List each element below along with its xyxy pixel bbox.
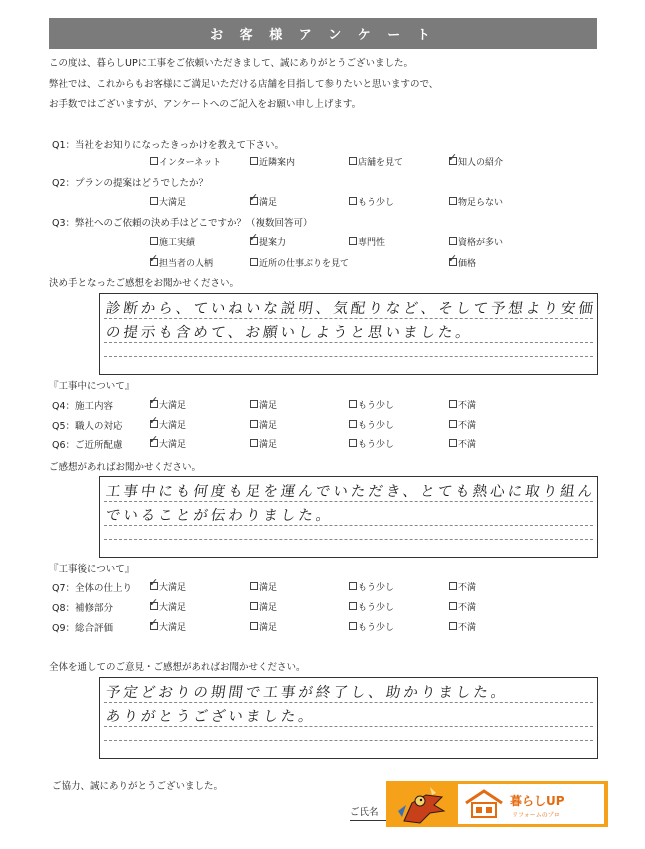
check-mark-icon: ✓ — [149, 596, 159, 609]
q6-option-satisfied[interactable]: 満足 — [250, 437, 277, 450]
intro-line-3: お手数ではございますが、アンケートへのご記入をお願い申し上げます。 — [49, 99, 362, 110]
checkbox[interactable] — [449, 237, 457, 245]
checkbox-checked[interactable] — [448, 252, 458, 266]
checkbox[interactable] — [150, 157, 158, 165]
checkbox[interactable] — [349, 420, 357, 428]
q2-option-a-little-more[interactable]: もう少し — [349, 195, 394, 208]
check-mark-icon: ✓ — [149, 576, 159, 589]
q3-option-proposal[interactable]: ✓ 提案力 — [249, 231, 287, 248]
q5-option-dissatisfied[interactable]: 不満 — [449, 418, 476, 431]
q2-option-unsatisfying[interactable]: 物足らない — [449, 195, 503, 208]
q1-option-neighborhood[interactable]: 近隣案内 — [250, 155, 295, 168]
q1-label: Q1：当社をお知りになったきっかけを教えて下さい。 — [52, 140, 285, 151]
checkbox[interactable] — [349, 582, 357, 590]
q3-option-qualifications[interactable]: 資格が多い — [449, 235, 503, 248]
checkbox[interactable] — [449, 439, 457, 447]
checkbox[interactable] — [349, 157, 357, 165]
intro-line-2: 弊社では、これからもお客様にご満足いただける店舗を目指して参りたいと思いますので、 — [49, 79, 439, 90]
q6-label: Q6：ご近所配慮 — [52, 440, 123, 451]
overall-label: 全体を通してのご意見・ご感想があればお聞かせください。 — [49, 662, 306, 673]
q3-option-personality[interactable]: ✓ 担当者の人柄 — [149, 252, 214, 269]
check-mark-icon: ✓ — [448, 252, 458, 265]
handwritten-line-2: でいることが伝わりました。 — [104, 508, 335, 524]
q9-option-a-little-more[interactable]: もう少し — [349, 620, 394, 633]
checkbox[interactable] — [250, 582, 258, 590]
decide-label: 決め手となったご感想をお聞かせください。 — [49, 278, 240, 289]
q8-label: Q8：補修部分 — [52, 603, 114, 614]
during-heading: 『工事中について』 — [49, 381, 135, 392]
q3-option-expertise[interactable]: 専門性 — [349, 235, 385, 248]
intro-line-1: この度は、暮らしUPに工事をご依頼いただきまして、誠にありがとうございました。 — [49, 58, 413, 69]
memo-box-decision[interactable] — [99, 293, 598, 375]
q5-option-a-little-more[interactable]: もう少し — [349, 418, 394, 431]
q7-option-satisfied[interactable]: 満足 — [250, 580, 277, 593]
after-heading: 『工事後について』 — [49, 564, 135, 575]
checkbox[interactable] — [449, 602, 457, 610]
checkbox[interactable] — [349, 400, 357, 408]
logo-brand-text: 暮らしUP — [510, 794, 565, 808]
q1-option-acquaintance[interactable]: ✓ 知人の紹介 — [448, 151, 504, 168]
q6-option-very-satisfied[interactable]: ✓ 大満足 — [149, 433, 187, 450]
memo-box-during[interactable] — [99, 476, 598, 558]
q7-option-dissatisfied[interactable]: 不満 — [449, 580, 476, 593]
q9-option-very-satisfied[interactable]: ✓ 大満足 — [149, 616, 187, 633]
checkbox[interactable] — [349, 237, 357, 245]
check-mark-icon: ✓ — [149, 414, 159, 427]
q1-option-internet[interactable]: インターネット — [150, 155, 221, 168]
logo-panel — [458, 784, 604, 824]
impression-label: ご感想があればお聞かせください。 — [49, 462, 202, 473]
checkbox[interactable] — [150, 197, 158, 205]
q3-option-track-record[interactable]: 施工実績 — [150, 235, 195, 248]
check-mark-icon: ✓ — [149, 616, 159, 629]
memo-box-overall[interactable] — [99, 677, 598, 759]
handwritten-line-1: 予定どおりの期間で工事が終了し、助かりました。 — [104, 685, 510, 701]
check-mark-icon: ✓ — [249, 191, 259, 204]
checkbox[interactable] — [449, 400, 457, 408]
checkbox-checked[interactable] — [149, 252, 159, 266]
q4-option-satisfied[interactable]: 満足 — [250, 398, 277, 411]
thanks-text: ご協力、誠にありがとうございました。 — [52, 781, 224, 792]
q4-label: Q4：施工内容 — [52, 401, 114, 412]
q3-option-nearby-work[interactable]: 近所の仕事ぶりを見て — [250, 256, 349, 269]
q2-option-satisfied[interactable]: ✓ 満足 — [249, 191, 278, 208]
checkbox-checked[interactable] — [149, 394, 159, 408]
checkbox[interactable] — [349, 197, 357, 205]
q9-label: Q9：総合評価 — [52, 623, 114, 634]
check-mark-icon: ✓ — [249, 231, 259, 244]
checkbox-checked[interactable] — [249, 191, 259, 205]
checkbox-checked[interactable] — [149, 414, 159, 428]
q3-label: Q3：弊社へのご依頼の決め手はどこですか？（複数回答可） — [52, 218, 313, 229]
check-mark-icon: ✓ — [149, 394, 159, 407]
q6-option-a-little-more[interactable]: もう少し — [349, 437, 394, 450]
handwritten-line-2: の提示も含めて、お願いしようと思いました。 — [104, 325, 475, 341]
title-bar — [49, 18, 597, 49]
checkbox[interactable] — [349, 439, 357, 447]
checkbox[interactable] — [150, 237, 158, 245]
name-line — [350, 820, 386, 821]
checkbox[interactable] — [250, 439, 258, 447]
checkbox-checked[interactable] — [249, 231, 259, 245]
checkbox[interactable] — [250, 258, 258, 266]
handwritten-line-2: ありがとうございました。 — [104, 709, 317, 725]
checkbox[interactable] — [250, 622, 258, 630]
checkbox[interactable] — [250, 157, 258, 165]
q1-option-store[interactable]: 店舗を見て — [349, 155, 403, 168]
q8-option-dissatisfied[interactable]: 不満 — [449, 600, 476, 613]
q7-option-very-satisfied[interactable]: ✓ 大満足 — [149, 576, 187, 593]
check-mark-icon: ✓ — [448, 151, 458, 164]
q5-option-very-satisfied[interactable]: ✓ 大満足 — [149, 414, 187, 431]
q2-option-very-satisfied[interactable]: 大満足 — [150, 195, 186, 208]
checkbox[interactable] — [250, 420, 258, 428]
checkbox-checked[interactable] — [149, 616, 159, 630]
check-mark-icon: ✓ — [149, 433, 159, 446]
q9-option-satisfied[interactable]: 満足 — [250, 620, 277, 633]
handwritten-line-1: 工事中にも何度も足を運んでいただき、とても熱心に取り組ん — [104, 484, 597, 500]
q8-option-very-satisfied[interactable]: ✓ 大満足 — [149, 596, 187, 613]
checkbox[interactable] — [449, 622, 457, 630]
check-mark-icon: ✓ — [149, 252, 159, 265]
q3-option-price[interactable]: ✓ 価格 — [448, 252, 477, 269]
checkbox-checked[interactable] — [149, 596, 159, 610]
q5-option-satisfied[interactable]: 満足 — [250, 418, 277, 431]
handwritten-line-1: 診断から、ていねいな説明、気配りなど、そして予想より安価 — [104, 301, 597, 317]
q8-option-a-little-more[interactable]: もう少し — [349, 600, 394, 613]
q4-option-very-satisfied[interactable]: ✓ 大満足 — [149, 394, 187, 411]
mascot-icon — [386, 781, 458, 827]
checkbox[interactable] — [349, 602, 357, 610]
q9-option-dissatisfied[interactable]: 不満 — [449, 620, 476, 633]
q8-option-satisfied[interactable]: 満足 — [250, 600, 277, 613]
q7-label: Q7：全体の仕上り — [52, 583, 133, 594]
q4-option-dissatisfied[interactable]: 不満 — [449, 398, 476, 411]
checkbox-checked[interactable] — [149, 433, 159, 447]
checkbox[interactable] — [449, 420, 457, 428]
q2-label: Q2：プランの提案はどうでしたか？ — [52, 178, 209, 189]
q5-label: Q5：職人の対応 — [52, 421, 123, 432]
checkbox[interactable] — [349, 622, 357, 630]
q7-option-a-little-more[interactable]: もう少し — [349, 580, 394, 593]
checkbox[interactable] — [449, 582, 457, 590]
page-title: お 客 様 ア ン ケ ー ト — [210, 28, 436, 43]
checkbox-checked[interactable] — [448, 151, 458, 165]
checkbox[interactable] — [250, 400, 258, 408]
checkbox-checked[interactable] — [149, 576, 159, 590]
house-icon — [462, 787, 506, 821]
company-logo — [386, 781, 608, 827]
q6-option-dissatisfied[interactable]: 不満 — [449, 437, 476, 450]
logo-subtitle: リフォームのプロ — [512, 812, 560, 819]
name-label: ご氏名 — [350, 807, 379, 818]
checkbox[interactable] — [449, 197, 457, 205]
q4-option-a-little-more[interactable]: もう少し — [349, 398, 394, 411]
checkbox[interactable] — [250, 602, 258, 610]
